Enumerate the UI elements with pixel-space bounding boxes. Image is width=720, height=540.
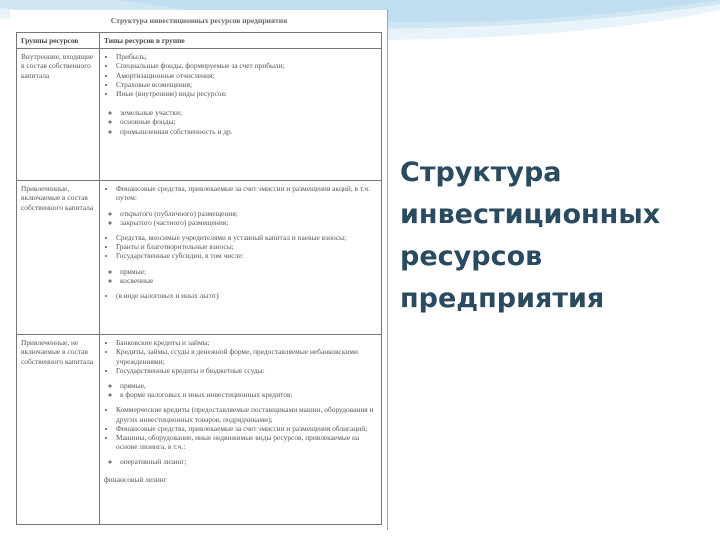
sub-list-item: ◦ открытого (публичного) размещения; [120, 209, 377, 218]
types-cell [100, 49, 382, 181]
slide-title [400, 152, 710, 320]
header-types: Типы ресурсов в группе [100, 33, 382, 49]
list-item: • Государственные кредиты и бюджетные ссуды: [116, 366, 377, 375]
types-cell [100, 181, 382, 335]
table-header-row [17, 33, 382, 49]
list-item: • Средства, вносимые учредителями в уставный капитал и паевые взносы; [116, 233, 377, 242]
list-item: • Государственные субсидии, в том числе: [116, 251, 377, 260]
table-row [17, 181, 382, 335]
sub-list-item: ◦ прямые; [120, 267, 377, 276]
table-row [17, 335, 382, 525]
group-cell: Привлеченные, включаемые в состав собственного капитала [17, 181, 100, 335]
list-item: • Финансовые средства, привлекаемые за счет эмиссии и размещения акций, в т.ч. путем: [116, 184, 377, 202]
sub-list-item: ◦ основные фонды; [120, 117, 377, 126]
sub-list-item: ◦ промышленная собственность и др. [120, 127, 377, 136]
sub-list-item: ◦ косвенные [120, 276, 377, 285]
list-item: • Коммерческие кредиты (предоставляемые поставщиками машин, оборудования и других инвестиционных товаров, подрядчиками); [116, 405, 377, 423]
list-item: • Страховые возмещения; [116, 80, 377, 89]
footer-text: финансовый лизинг [104, 474, 167, 484]
list-item: • Кредиты, займы, ссуды в денежной форме, предоставляемые небанковскими учреждениями; [116, 347, 377, 365]
sub-list-item: ◦ в форме налоговых и иных инвестиционных кредитов; [120, 390, 377, 399]
list-item: • Прибыль; [116, 52, 377, 61]
slide-title-line: предприятия [400, 283, 605, 314]
group-cell: Привлеченные, не включаемые в состав собственного капитала [17, 335, 100, 525]
sub-list-item: ◦ оперативный лизинг; [120, 457, 377, 466]
list-item: • Специальные фонды, формируемые за счет прибыли; [116, 61, 377, 70]
list-item: • (в виде налоговых и иных льгот) [116, 291, 377, 300]
header-groups: Группы ресурсов [17, 33, 100, 49]
list-item: • Иные (внутренние) виды ресурсов: [116, 89, 377, 98]
document-image [10, 10, 388, 530]
list-item: • Машины, оборудование, иные недвижимые виды ресурсов, привлекаемые на основе лизинга, в т.ч.: [116, 433, 377, 451]
list-item: • Гранты и благотворительные взносы; [116, 242, 377, 251]
list-item: • Банковские кредиты и займы; [116, 338, 377, 347]
types-cell [100, 335, 382, 525]
group-cell: Внутренние, входящие в состав собственного капитала [17, 49, 100, 181]
resources-table [16, 32, 382, 525]
sub-list-item: ◦ прямые, [120, 381, 377, 390]
slide-title-line: Структура [400, 157, 562, 188]
document-title: Структура инвестиционных ресурсов предприятия [110, 16, 288, 25]
table-row [17, 49, 382, 181]
sub-list-item: ◦ земельные участки; [120, 108, 377, 117]
list-item: • Финансовые средства, привлекаемые за счет эмиссии и размещения облигаций; [116, 424, 377, 433]
sub-list-item: ◦ закрытого (частного) размещения; [120, 218, 377, 227]
slide-title-line: инвестиционных [400, 199, 661, 230]
list-item: • Амортизационные отчисления; [116, 71, 377, 80]
slide-title-line: ресурсов [400, 241, 543, 272]
